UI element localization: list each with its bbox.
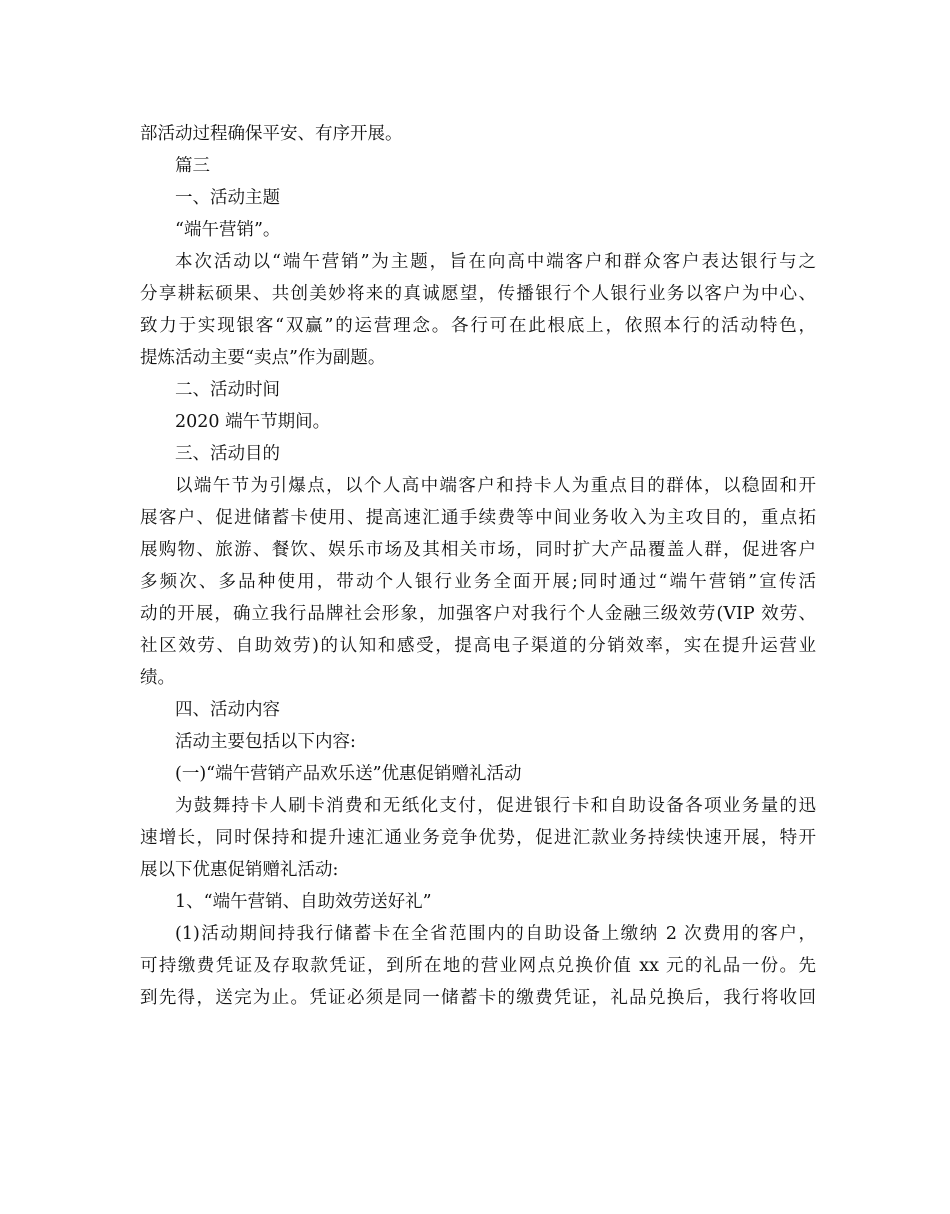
text-line: 社区效劳、自助效劳)的认知和感受，提高电子渠道的分销效率，实在提升运营业	[140, 636, 816, 656]
text-line: 展以下优惠促销赠礼活动:	[140, 860, 339, 880]
text-line: 部活动过程确保平安、有序开展。	[140, 124, 403, 144]
text-line: 速增长，同时保持和提升速汇通业务竞争优势，促进汇款业务持续快速开展，特开	[140, 828, 816, 848]
text-line: 为鼓舞持卡人刷卡消费和无纸化支付，促进银行卡和自助设备各项业务量的迅	[175, 796, 816, 816]
document-body	[140, 118, 816, 1014]
text-line: 二、活动时间	[175, 380, 280, 400]
text-line: 三、活动目的	[175, 444, 280, 464]
text-line: 分享耕耘硕果、共创美妙将来的真诚愿望，传播银行个人银行业务以客户为中心、	[140, 284, 816, 304]
text-line: 篇三	[175, 156, 210, 176]
text-line: (1)活动期间持我行储蓄卡在全省范围内的自助设备上缴纳 2 次费用的客户，	[175, 924, 816, 944]
text-line: 绩。	[140, 668, 175, 688]
text-line: 动的开展，确立我行品牌社会形象，加强客户对我行个人金融三级效劳(VIP 效劳、	[140, 604, 816, 624]
text-line: 1、“端午营销、自助效劳送好礼”	[175, 892, 432, 912]
text-line: 展客户、促进储蓄卡使用、提高速汇通手续费等中间业务收入为主攻目的，重点拓	[140, 508, 816, 528]
text-line: 多频次、多品种使用，带动个人银行业务全面开展;同时通过“端午营销”宣传活	[140, 572, 816, 592]
text-line: 可持缴费凭证及存取款凭证，到所在地的营业网点兑换价值 xx 元的礼品一份。先	[140, 956, 816, 976]
text-line: 活动主要包括以下内容:	[175, 732, 356, 752]
text-line: 展购物、旅游、餐饮、娱乐市场及其相关市场，同时扩大产品覆盖人群，促进客户	[140, 540, 816, 560]
text-line: 四、活动内容	[175, 700, 280, 720]
text-line: 到先得，送完为止。凭证必须是同一储蓄卡的缴费凭证，礼品兑换后，我行将收回	[140, 988, 816, 1008]
text-line: 2020 端午节期间。	[175, 412, 331, 432]
text-line: 以端午节为引爆点，以个人高中端客户和持卡人为重点目的群体，以稳固和开	[175, 476, 816, 496]
text-line: (一)“端午营销产品欢乐送”优惠促销赠礼活动	[175, 764, 522, 784]
text-line: 提炼活动主要“卖点”作为副题。	[140, 348, 386, 368]
text-line: 本次活动以“端午营销”为主题，旨在向高中端客户和群众客户表达银行与之	[175, 252, 816, 272]
text-line: 致力于实现银客“双赢”的运营理念。各行可在此根底上，依照本行的活动特色，	[140, 316, 816, 336]
text-line: 一、活动主题	[175, 188, 280, 208]
text-line: “端午营销”。	[175, 220, 281, 240]
